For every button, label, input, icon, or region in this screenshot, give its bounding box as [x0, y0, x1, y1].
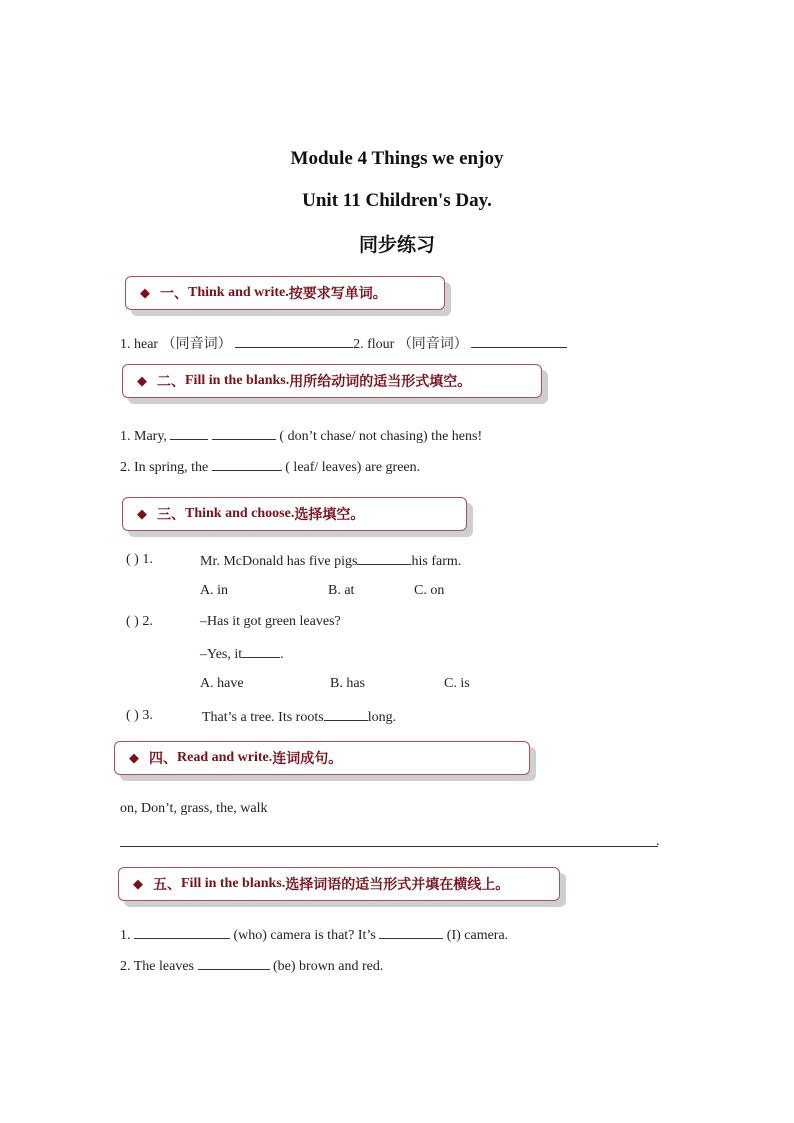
- s3-q3-post: long.: [367, 710, 397, 725]
- s3-q2-option-c[interactable]: C. is: [444, 676, 470, 691]
- section-title-cn: 选择填空。: [294, 507, 365, 523]
- section-title-en: Think and write.: [188, 285, 289, 300]
- section-title-cn: 按要求写单词。: [288, 286, 387, 302]
- s1-question-row: [120, 333, 567, 353]
- s3-q1-option-b[interactable]: B. at: [328, 583, 355, 598]
- section-number: 三、: [157, 507, 185, 523]
- section-title-cn: 连词成句。: [272, 751, 343, 767]
- s3-q3-pre: That’s a tree. Its roots: [202, 710, 324, 725]
- s5-q1-blank-a[interactable]: [134, 926, 230, 939]
- s2-q1-blank-a[interactable]: [170, 427, 208, 440]
- s2-q2-pre: 2. In spring, the: [120, 460, 212, 475]
- s3-q1-post: his farm.: [411, 554, 462, 569]
- s4-words: on, Don’t, grass, the, walk: [120, 801, 268, 816]
- s3-q2-blank[interactable]: [242, 645, 280, 658]
- s3-q1-stem: [200, 552, 461, 570]
- diamond-icon: ◆: [129, 750, 139, 766]
- unit-title: Unit 11 Children's Day.: [302, 190, 492, 211]
- s3-q2-line1: –Has it got green leaves?: [200, 614, 341, 629]
- s5-q1-blank-b[interactable]: [379, 926, 443, 939]
- s3-q2-option-a[interactable]: A. have: [200, 676, 244, 691]
- section-4-banner: [114, 741, 530, 775]
- section-title-en: Read and write.: [177, 750, 273, 765]
- s2-q1-post: ( don’t chase/ not chasing) the hens!: [279, 429, 483, 444]
- s5-q1-mid: (who) camera is that? It’s: [230, 928, 380, 943]
- section-number: 一、: [160, 286, 188, 302]
- section-title-en: Fill in the blanks.: [185, 373, 290, 388]
- s4-answer-line[interactable]: [120, 846, 658, 847]
- section-title-cn: 用所给动词的适当形式填空。: [289, 374, 472, 390]
- page-subtitle: 同步练习: [358, 234, 435, 256]
- section-3-banner: [122, 497, 467, 531]
- section-title-en: Fill in the blanks.: [181, 876, 286, 891]
- module-title: Module 4 Things we enjoy: [290, 148, 504, 169]
- section-1-banner: [125, 276, 445, 310]
- s5-q2-row: [120, 957, 383, 975]
- section-number: 二、: [157, 374, 185, 390]
- diamond-icon: ◆: [137, 506, 147, 522]
- s2-q2-post: ( leaf/ leaves) are green.: [285, 460, 421, 475]
- s3-q1-pre: Mr. McDonald has five pigs: [200, 554, 358, 569]
- section-number: 五、: [153, 877, 181, 893]
- s2-q1-blank-b[interactable]: [212, 427, 276, 440]
- s2-q2-blank[interactable]: [212, 458, 282, 471]
- s1-q1-hint: （同音词）: [161, 336, 232, 352]
- s1-q1-word: 1. hear: [120, 337, 162, 352]
- s3-q2-l2-pre: –Yes, it: [200, 647, 243, 662]
- s3-q2-option-b[interactable]: B. has: [330, 676, 365, 691]
- s5-q1-pre: 1.: [120, 928, 134, 943]
- section-title-en: Think and choose.: [185, 506, 295, 521]
- diamond-icon: ◆: [133, 876, 143, 892]
- s1-q2-blank[interactable]: [471, 335, 567, 348]
- s4-end: .: [656, 834, 660, 849]
- s3-q1-blank[interactable]: [357, 552, 411, 565]
- section-2-banner: [122, 364, 542, 398]
- s3-q2-line2: [200, 645, 284, 663]
- s3-q2-paren[interactable]: ( ) 2.: [126, 614, 153, 629]
- s2-q1-pre: 1. Mary,: [120, 429, 171, 444]
- diamond-icon: ◆: [140, 285, 150, 301]
- s3-q1-option-c[interactable]: C. on: [414, 583, 445, 598]
- s5-q2-pre: 2. The leaves: [120, 959, 198, 974]
- s5-q2-blank[interactable]: [198, 957, 270, 970]
- section-number: 四、: [149, 751, 177, 767]
- s3-q1-option-a[interactable]: A. in: [200, 583, 228, 598]
- s5-q1-post: (I) camera.: [443, 928, 509, 943]
- s3-q1-paren[interactable]: ( ) 1.: [126, 552, 153, 567]
- s1-q2-hint: （同音词）: [397, 336, 468, 352]
- section-5-banner: [118, 867, 560, 901]
- s1-q2-word: 2. flour: [353, 337, 398, 352]
- s3-q3-blank[interactable]: [324, 708, 368, 721]
- s3-q2-l2-end: .: [280, 647, 284, 662]
- s5-q2-post: (be) brown and red.: [269, 959, 384, 974]
- s2-q2-row: [120, 458, 420, 476]
- diamond-icon: ◆: [137, 373, 147, 389]
- s3-q3-stem: [202, 708, 396, 726]
- s1-q1-blank[interactable]: [235, 335, 353, 348]
- section-title-cn: 选择词语的适当形式并填在横线上。: [285, 877, 510, 893]
- s2-q1-row: [120, 427, 482, 445]
- s3-q3-paren[interactable]: ( ) 3.: [126, 708, 153, 723]
- s5-q1-row: [120, 926, 508, 944]
